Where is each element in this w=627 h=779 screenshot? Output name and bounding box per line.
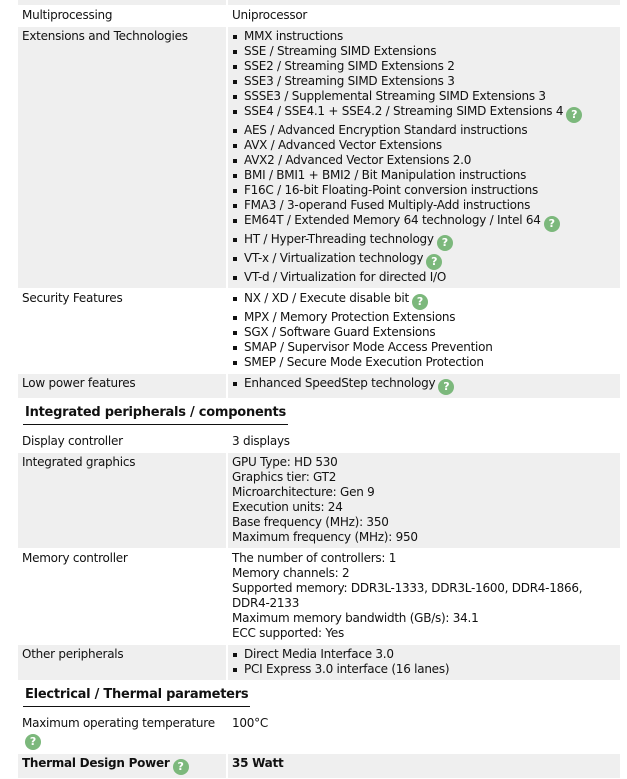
list-item-text: AVX / Advanced Vector Extensions bbox=[244, 138, 442, 152]
spec-label-text: Memory controller bbox=[22, 551, 128, 565]
list-item bbox=[232, 340, 616, 355]
spec-label bbox=[18, 549, 226, 644]
value-line: Maximum memory bandwidth (GB/s): 34.1 bbox=[232, 611, 479, 625]
help-icon[interactable]: ? bbox=[566, 107, 582, 123]
list-item bbox=[232, 291, 616, 310]
help-icon[interactable]: ? bbox=[544, 216, 560, 232]
spec-value bbox=[228, 453, 620, 548]
spec-label bbox=[18, 645, 226, 680]
spec-value bbox=[228, 714, 620, 753]
value-line: Microarchitecture: Gen 9 bbox=[232, 485, 375, 499]
spec-value bbox=[228, 645, 620, 680]
value-line: Execution units: 24 bbox=[232, 500, 343, 514]
spec-row bbox=[18, 645, 620, 680]
list-item bbox=[232, 270, 616, 285]
spec-value bbox=[228, 6, 620, 26]
list-item-text: FMA3 / 3-operand Fused Multiply-Add instructions bbox=[244, 198, 531, 212]
list-item bbox=[232, 251, 616, 270]
list-item bbox=[232, 104, 616, 123]
list-item bbox=[232, 310, 616, 325]
spec-label bbox=[18, 754, 226, 778]
list-item bbox=[232, 138, 616, 153]
list-item bbox=[232, 29, 616, 44]
value-line: Base frequency (MHz): 350 bbox=[232, 515, 389, 529]
spec-row bbox=[18, 289, 620, 373]
list-item-text: SMEP / Secure Mode Execution Protection bbox=[244, 355, 484, 369]
list-item-text: VT-d / Virtualization for directed I/O bbox=[244, 270, 447, 284]
spec-value bbox=[228, 754, 620, 778]
list-item bbox=[232, 376, 616, 395]
help-icon[interactable]: ? bbox=[437, 235, 453, 251]
spec-table bbox=[16, 5, 622, 399]
list-item bbox=[232, 89, 616, 104]
list-item bbox=[232, 123, 616, 138]
spec-list bbox=[232, 376, 616, 395]
spec-value bbox=[228, 549, 620, 644]
value-line: ECC supported: Yes bbox=[232, 626, 344, 640]
list-item bbox=[232, 198, 616, 213]
list-item bbox=[232, 59, 616, 74]
value-line: GPU Type: HD 530 bbox=[232, 455, 338, 469]
spec-value bbox=[228, 27, 620, 288]
top-row-remnant bbox=[18, 0, 620, 5]
value-line: 3 displays bbox=[232, 434, 290, 448]
list-item bbox=[232, 662, 616, 677]
value-line: The number of controllers: 1 bbox=[232, 551, 397, 565]
spec-row bbox=[18, 453, 620, 548]
help-icon[interactable]: ? bbox=[412, 294, 428, 310]
value-line: Maximum frequency (MHz): 950 bbox=[232, 530, 418, 544]
list-item-text: BMI / BMI1 + BMI2 / Bit Manipulation instructions bbox=[244, 168, 527, 182]
list-item-text: MPX / Memory Protection Extensions bbox=[244, 310, 456, 324]
spec-label bbox=[18, 453, 226, 548]
section-heading: Electrical / Thermal parameters bbox=[23, 687, 250, 707]
list-item-text: MMX instructions bbox=[244, 29, 344, 43]
list-item-text: SSE4 / SSE4.1 + SSE4.2 / Streaming SIMD Extensions 4 bbox=[244, 104, 564, 118]
spec-value bbox=[228, 289, 620, 373]
list-item-text: F16C / 16-bit Floating-Point conversion instructions bbox=[244, 183, 539, 197]
spec-label-text: Security Features bbox=[22, 291, 123, 305]
help-icon[interactable]: ? bbox=[438, 379, 454, 395]
value-line: Memory channels: 2 bbox=[232, 566, 350, 580]
spec-value bbox=[228, 374, 620, 398]
list-item-text: Enhanced SpeedStep technology bbox=[244, 376, 436, 390]
spec-label bbox=[18, 432, 226, 452]
list-item-text: SSE / Streaming SIMD Extensions bbox=[244, 44, 437, 58]
spec-label bbox=[18, 27, 226, 288]
list-item bbox=[232, 325, 616, 340]
section-heading: Integrated peripherals / components bbox=[23, 405, 288, 425]
spec-value bbox=[228, 432, 620, 452]
spec-label-text: Extensions and Technologies bbox=[22, 29, 188, 43]
list-item-text: SSSE3 / Supplemental Streaming SIMD Extensions 3 bbox=[244, 89, 546, 103]
spec-label-text: Thermal Design Power bbox=[22, 756, 170, 770]
list-item-text: SMAP / Supervisor Mode Access Prevention bbox=[244, 340, 493, 354]
spec-list bbox=[232, 291, 616, 370]
list-item bbox=[232, 183, 616, 198]
spec-label-text: Maximum operating temperature bbox=[22, 716, 215, 730]
list-item bbox=[232, 153, 616, 168]
list-item bbox=[232, 647, 616, 662]
spec-label bbox=[18, 6, 226, 26]
spec-label bbox=[18, 374, 226, 398]
spec-label-text: Integrated graphics bbox=[22, 455, 136, 469]
list-item-text: SGX / Software Guard Extensions bbox=[244, 325, 436, 339]
value-line: 100°C bbox=[232, 716, 269, 730]
value-line: Graphics tier: GT2 bbox=[232, 470, 337, 484]
value-line: Supported memory: DDR3L-1333, DDR3L-1600, DDR4-1866, DDR4-2133 bbox=[232, 581, 583, 610]
list-item-text: AVX2 / Advanced Vector Extensions 2.0 bbox=[244, 153, 472, 167]
spec-list bbox=[232, 29, 616, 285]
list-item bbox=[232, 44, 616, 59]
list-item bbox=[232, 213, 616, 232]
list-item-text: SSE2 / Streaming SIMD Extensions 2 bbox=[244, 59, 455, 73]
spec-label-text: Low power features bbox=[22, 376, 136, 390]
spec-row bbox=[18, 754, 620, 778]
cpu-spec-page bbox=[18, 0, 620, 779]
spec-label bbox=[18, 714, 226, 753]
help-icon[interactable]: ? bbox=[25, 734, 41, 750]
list-item bbox=[232, 232, 616, 251]
spec-table bbox=[16, 713, 622, 779]
list-item-text: SSE3 / Streaming SIMD Extensions 3 bbox=[244, 74, 455, 88]
spec-row bbox=[18, 27, 620, 288]
spec-row bbox=[18, 6, 620, 26]
list-item-text: PCI Express 3.0 interface (16 lanes) bbox=[244, 662, 450, 676]
spec-row bbox=[18, 432, 620, 452]
list-item-text: HT / Hyper-Threading technology bbox=[244, 232, 434, 246]
spec-row bbox=[18, 714, 620, 753]
list-item bbox=[232, 74, 616, 89]
value-line: 35 Watt bbox=[232, 756, 284, 770]
list-item-text: VT-x / Virtualization technology bbox=[244, 251, 424, 265]
spec-table bbox=[16, 431, 622, 681]
help-icon[interactable]: ? bbox=[173, 759, 189, 775]
spec-label bbox=[18, 289, 226, 373]
help-icon[interactable]: ? bbox=[426, 254, 442, 270]
list-item-text: Direct Media Interface 3.0 bbox=[244, 647, 394, 661]
spec-label-text: Other peripherals bbox=[22, 647, 124, 661]
list-item bbox=[232, 355, 616, 370]
list-item-text: NX / XD / Execute disable bit bbox=[244, 291, 409, 305]
list-item bbox=[232, 168, 616, 183]
spec-content bbox=[18, 5, 620, 779]
spec-label-text: Multiprocessing bbox=[22, 8, 113, 22]
value-line: Uniprocessor bbox=[232, 8, 308, 22]
spec-list bbox=[232, 647, 616, 677]
list-item-text: EM64T / Extended Memory 64 technology / Intel 64 bbox=[244, 213, 541, 227]
spec-row bbox=[18, 549, 620, 644]
spec-row bbox=[18, 374, 620, 398]
list-item-text: AES / Advanced Encryption Standard instructions bbox=[244, 123, 528, 137]
spec-label-text: Display controller bbox=[22, 434, 123, 448]
